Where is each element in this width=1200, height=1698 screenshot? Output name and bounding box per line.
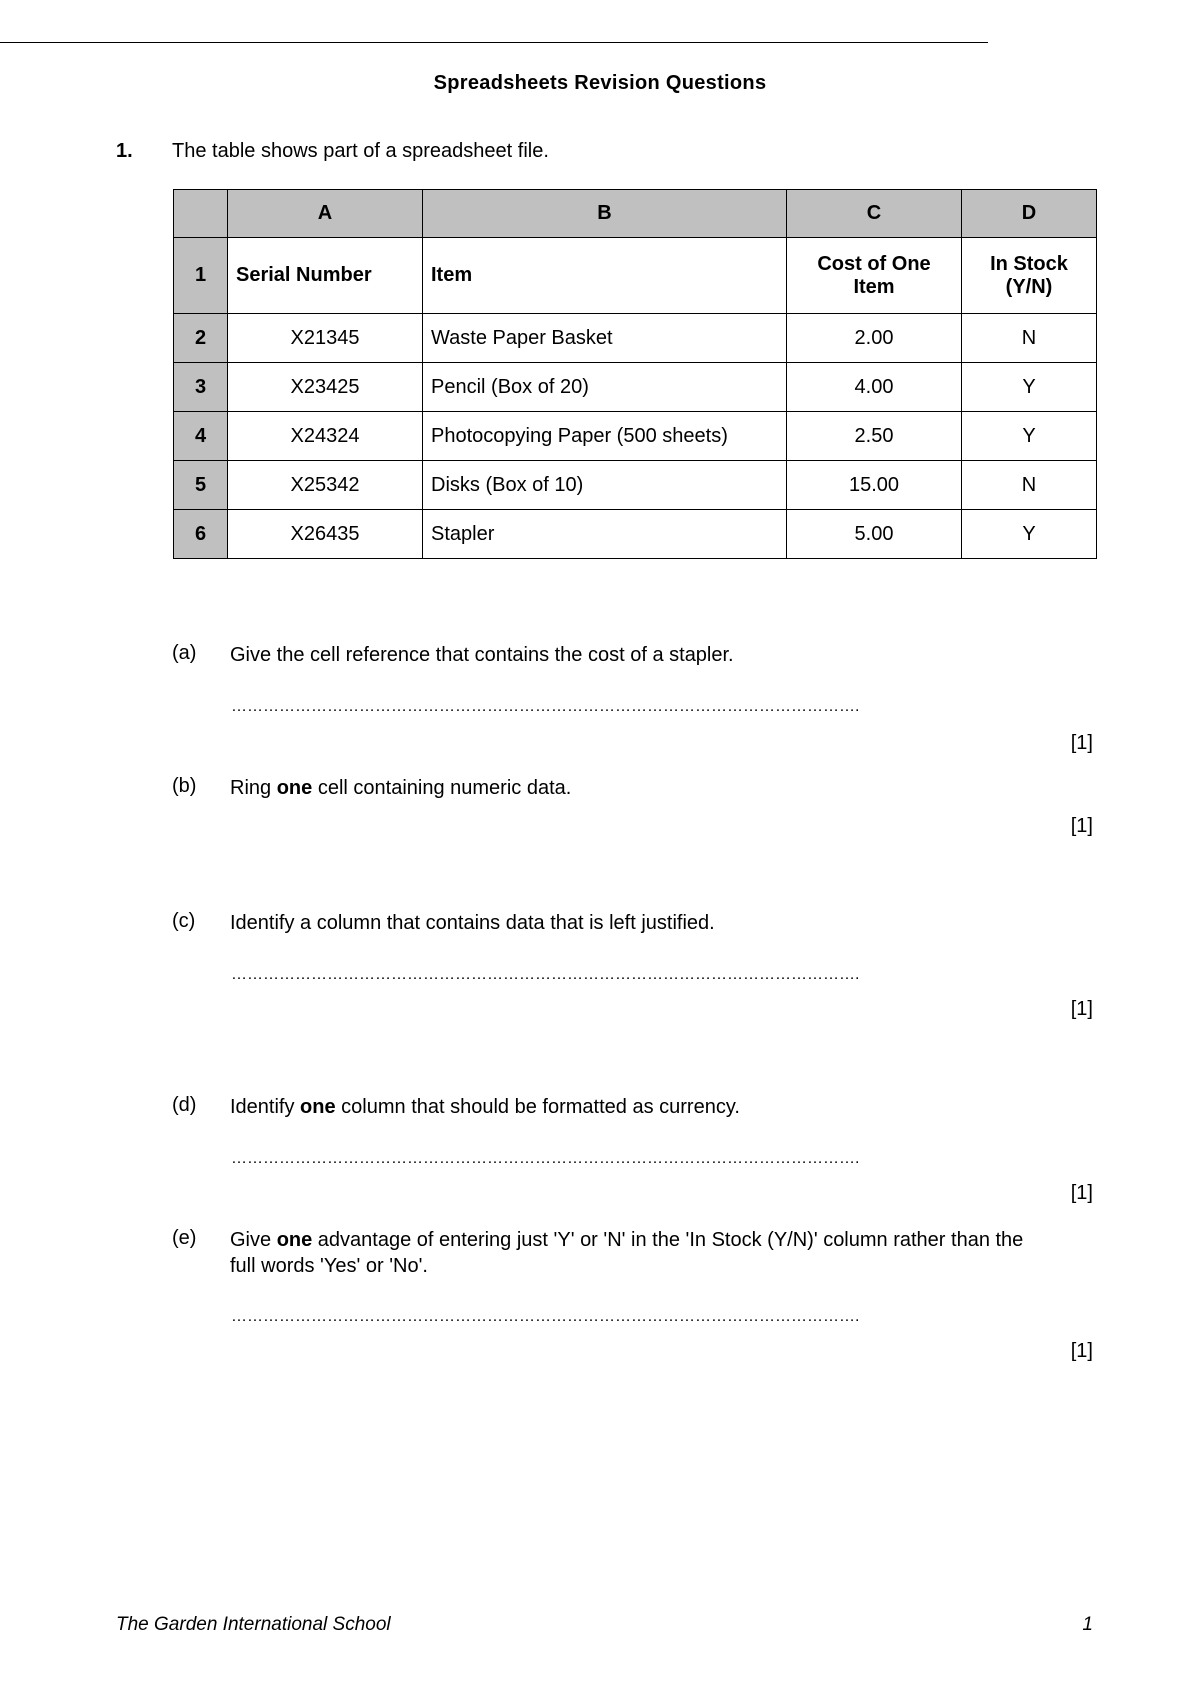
cell-in-stock: Y: [962, 412, 1097, 461]
cell-item: Photocopying Paper (500 sheets): [423, 412, 787, 461]
part-e-label: (e): [172, 1227, 197, 1249]
footer-page-number: 1: [1082, 1614, 1093, 1635]
cell-cost: 2.00: [787, 314, 962, 363]
row-header: 5: [174, 461, 228, 510]
header-cost-line2: Item: [853, 275, 895, 298]
cell-serial: X21345: [228, 314, 423, 363]
top-rule: [0, 42, 988, 43]
part-b-emph: one: [276, 777, 313, 799]
header-stock-line1: In Stock: [990, 252, 1068, 275]
part-c-text: Identify a column that contains data that is left justified.: [230, 912, 715, 934]
question-number: 1.: [116, 140, 133, 162]
part-b-label: (b): [172, 775, 197, 797]
answer-line-a[interactable]: ……………………………………………………………………………………………………….: [231, 698, 860, 715]
column-header-b: B: [423, 190, 787, 238]
mark-d: [1]: [1070, 1182, 1093, 1204]
part-a-text: Give the cell reference that contains the cost of a stapler.: [230, 644, 734, 666]
cell-serial: X23425: [228, 363, 423, 412]
part-d-emph: one: [300, 1096, 336, 1118]
cell-in-stock: Y: [962, 510, 1097, 559]
column-header-a: A: [228, 190, 423, 238]
header-cell-item: Item: [423, 238, 787, 314]
header-cell-serial: Serial Number: [228, 238, 423, 314]
mark-c: [1]: [1070, 998, 1093, 1020]
cell-cost: 5.00: [787, 510, 962, 559]
table-row: [174, 238, 1097, 314]
cell-in-stock: Y: [962, 363, 1097, 412]
cell-in-stock: N: [962, 314, 1097, 363]
table-row: [174, 412, 1097, 461]
part-d-label: (d): [172, 1094, 197, 1116]
part-b-text-after: cell containing numeric data.: [312, 777, 572, 799]
answer-line-c[interactable]: ……………………………………………………………………………………………………….: [231, 966, 860, 983]
column-header-c: C: [787, 190, 962, 238]
page-title: Spreadsheets Revision Questions: [433, 72, 767, 94]
question-intro: The table shows part of a spreadsheet file.: [172, 140, 549, 162]
spreadsheet-table: [173, 189, 1097, 559]
corner-cell: [174, 190, 228, 238]
cell-item: Pencil (Box of 20): [423, 363, 787, 412]
table-row: [174, 363, 1097, 412]
cell-serial: X26435: [228, 510, 423, 559]
cell-in-stock: N: [962, 461, 1097, 510]
cell-cost: 4.00: [787, 363, 962, 412]
header-cell-cost: [787, 238, 962, 314]
part-e-emph: one: [276, 1229, 313, 1251]
answer-line-e[interactable]: ……………………………………………………………………………………………………….: [231, 1308, 860, 1325]
part-d-text-before: Identify: [230, 1096, 301, 1118]
cell-item: Disks (Box of 10): [423, 461, 787, 510]
cell-serial: X25342: [228, 461, 423, 510]
header-stock-line2: (Y/N): [1005, 275, 1053, 298]
part-a-label: (a): [172, 642, 197, 664]
table-row: [174, 510, 1097, 559]
column-header-row: [174, 190, 1097, 238]
header-cost-line1: Cost of One: [817, 252, 931, 275]
row-header: 4: [174, 412, 228, 461]
cell-cost: 15.00: [787, 461, 962, 510]
part-e-text-before: Give: [230, 1229, 277, 1251]
part-e-text: [230, 1227, 1050, 1279]
header-cell-stock: [962, 238, 1097, 314]
cell-item: Waste Paper Basket: [423, 314, 787, 363]
cell-item: Stapler: [423, 510, 787, 559]
answer-line-d[interactable]: ……………………………………………………………………………………………………….: [231, 1150, 860, 1167]
mark-a: [1]: [1070, 732, 1093, 754]
part-e-text-after: advantage of entering just 'Y' or 'N' in the 'In Stock (Y/N)' column rather than the full words 'Yes' or 'No'.: [230, 1229, 1024, 1277]
part-b-text-before: Ring: [230, 777, 277, 799]
row-header: 2: [174, 314, 228, 363]
cell-cost: 2.50: [787, 412, 962, 461]
part-d-text: [230, 1094, 1050, 1120]
footer-school: The Garden International School: [116, 1614, 391, 1635]
table-row: [174, 461, 1097, 510]
row-header: 1: [174, 238, 228, 314]
table-row: [174, 314, 1097, 363]
row-header: 6: [174, 510, 228, 559]
part-b-text: [230, 775, 1050, 801]
mark-b: [1]: [1070, 815, 1093, 837]
mark-e: [1]: [1070, 1340, 1093, 1362]
row-header: 3: [174, 363, 228, 412]
part-d-text-after: column that should be formatted as currency.: [335, 1096, 740, 1118]
part-c-label: (c): [172, 910, 196, 932]
cell-serial: X24324: [228, 412, 423, 461]
column-header-d: D: [962, 190, 1097, 238]
